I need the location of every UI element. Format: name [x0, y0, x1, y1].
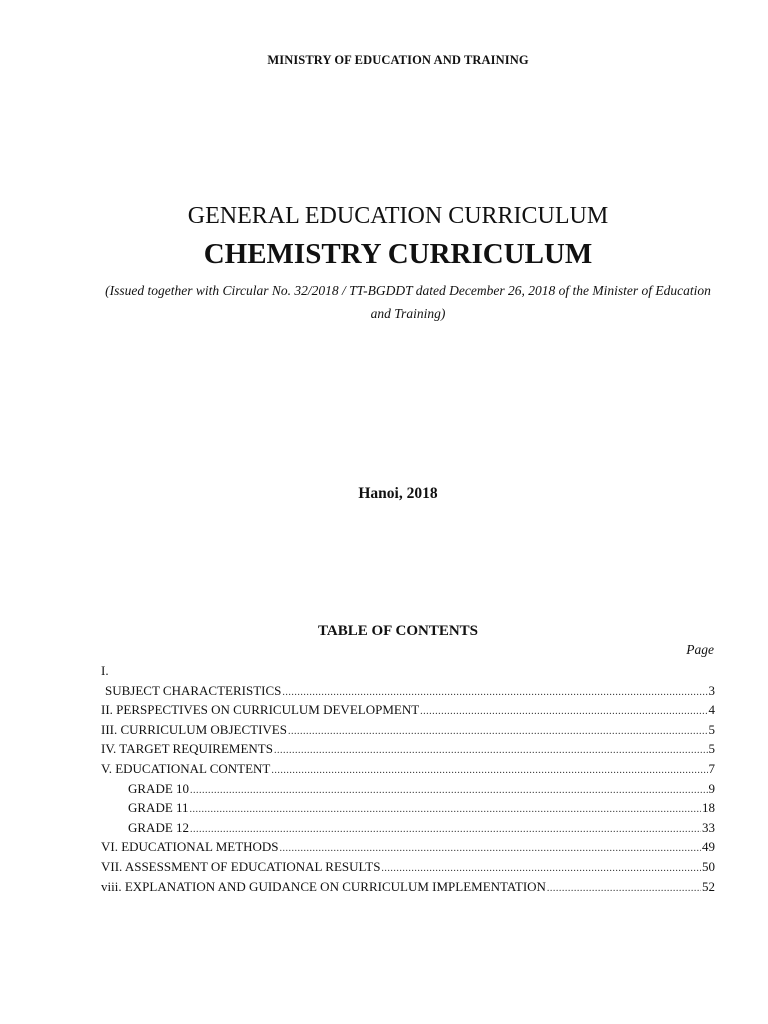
toc-leader-dots [420, 702, 707, 722]
toc-entry-educational-methods[interactable] [101, 837, 715, 857]
toc-leader-dots [271, 761, 707, 781]
toc-entry-grade-10[interactable] [101, 779, 715, 799]
toc-entry-page: 52 [702, 878, 715, 894]
toc-entry-page: 18 [702, 800, 715, 816]
toc-entry-target-requirements[interactable] [101, 739, 715, 759]
toc-entry-grade-12[interactable] [101, 818, 715, 838]
toc-entry-educational-content[interactable] [101, 759, 715, 779]
toc-entry-page: 49 [702, 839, 715, 855]
toc-leader-dots [190, 800, 701, 820]
toc-entry-page: 5 [708, 721, 715, 737]
ministry-header: MINISTRY OF EDUCATION AND TRAINING [267, 53, 529, 67]
toc-entry-page: 5 [708, 741, 715, 757]
toc-leader-dots [288, 722, 708, 742]
toc-leader-dots [547, 879, 701, 899]
toc-entry-label: III. CURRICULUM OBJECTIVES [101, 721, 287, 737]
issued-note: (Issued together with Circular No. 32/2018 / TT-BGDDT dated December 26, 2018 of the Minister of Education and Training) [105, 283, 711, 321]
toc-leader-dots [190, 781, 707, 801]
toc-entry-subject-characteristics[interactable] [101, 681, 715, 701]
toc-entry-page: 7 [708, 760, 715, 776]
table-of-contents [101, 661, 715, 896]
chemistry-curriculum-title: CHEMISTRY CURRICULUM [203, 238, 593, 270]
general-curriculum-title: GENERAL EDUCATION CURRICULUM [187, 203, 609, 229]
toc-entry-assessment[interactable] [101, 857, 715, 877]
toc-first-number: I. [101, 663, 109, 678]
place-date: Hanoi, 2018 [358, 485, 438, 502]
toc-entry-page: 9 [708, 780, 715, 796]
toc-entry-label: GRADE 12 [128, 819, 190, 835]
toc-heading: TABLE OF CONTENTS [317, 623, 479, 639]
toc-entry-label: II. PERSPECTIVES ON CURRICULUM DEVELOPMENT [101, 702, 420, 718]
toc-entry-label: V. EDUCATIONAL CONTENT [101, 760, 271, 776]
toc-entry-label: VI. EDUCATIONAL METHODS [101, 839, 279, 855]
toc-entry-page: 3 [708, 682, 715, 698]
toc-entry-label: SUBJECT CHARACTERISTICS [105, 682, 282, 698]
toc-entry-label: VII. ASSESSMENT OF EDUCATIONAL RESULTS [101, 858, 381, 874]
toc-entry-page: 4 [708, 702, 715, 718]
toc-entry-label: IV. TARGET REQUIREMENTS [101, 741, 273, 757]
toc-entry-page: 33 [702, 819, 715, 835]
toc-entry-objectives[interactable] [101, 720, 715, 740]
toc-entry-perspectives[interactable] [101, 700, 715, 720]
toc-entry-page: 50 [702, 858, 715, 874]
toc-entry-label: viii. EXPLANATION AND GUIDANCE ON CURRICULUM IMPLEMENTATION [101, 878, 546, 894]
toc-entry-label: GRADE 11 [128, 800, 189, 816]
toc-entry-grade-11[interactable] [101, 798, 715, 818]
toc-page-label: Page [686, 642, 714, 657]
toc-leader-dots [274, 741, 708, 761]
toc-entry-label: GRADE 10 [128, 780, 190, 796]
toc-entry-explanation-guidance[interactable] [101, 877, 715, 897]
